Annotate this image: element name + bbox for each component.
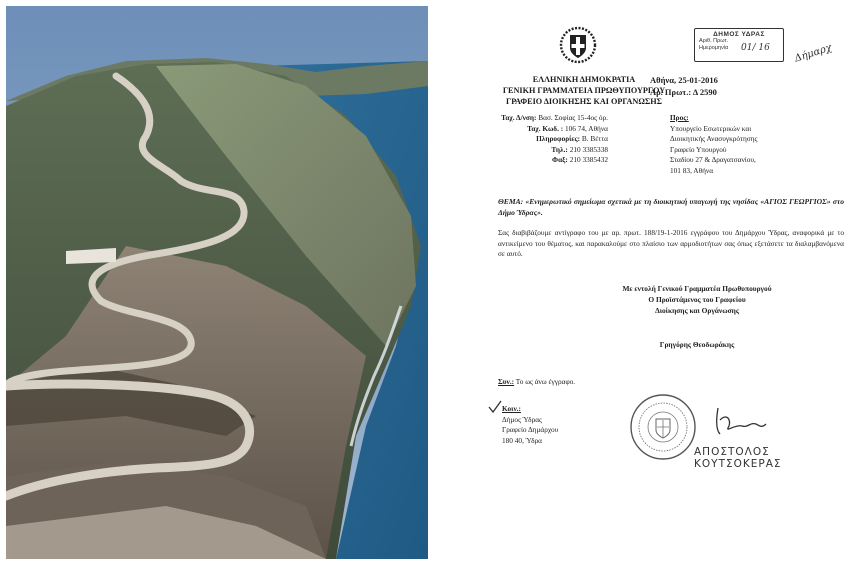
contact-label: Τηλ.:: [551, 144, 568, 154]
copy-block: [502, 404, 558, 446]
contact-value: Βασ. Σοφίας 15-4ος όρ.: [538, 113, 608, 122]
recipient-line: Υπουργείο Εσωτερικών και: [670, 123, 752, 133]
issuer-line-3: ΓΡΑΦΕΙΟ ΔΙΟΙΚΗΣΗΣ ΚΑΙ ΟΡΓΑΝΩΣΗΣ: [506, 97, 662, 106]
date-line: Αθήνα, 25-01-2016: [650, 75, 718, 85]
subject-line: ΘΕΜΑ: «Ενημερωτικό σημείωμα σχετικά με τη διοικητική υπαγωγή της νησίδας «ΑΓΙΟΣ ΓΕΩΡΓΙΟΣ» στο Δήμο Ύδρας».: [498, 197, 844, 217]
coat-of-arms-icon: [559, 26, 597, 64]
issuer-line-1: ΕΛΛΗΝΙΚΗ ΔΗΜΟΚΡΑΤΙΑ: [532, 75, 636, 84]
recipient-line: Γραφείο Υπουργού: [670, 144, 727, 154]
contact-block: [498, 113, 608, 166]
recipient-label: Προς:: [670, 113, 689, 122]
order-line: Ο Προϊστάμενος του Γραφείου: [648, 295, 746, 304]
body-paragraph: Σας διαβιβάζουμε αντίγραφο του με αρ. πρωτ. 188/19-1-2016 εγγράφου του Δημάρχου Ύδρας, αναφορικά με το αντικείμενο του θέματος, και παρακαλούμε στο πλαίσιο των αρμοδιοτήτων σας όπως εξετάσετε τα διαλαμβανόμενα σε αυτό.: [498, 228, 844, 258]
official-letter: [432, 0, 860, 565]
recipient-block: [670, 113, 830, 176]
handwritten-signature-name: ΑΠΟΣΤΟΛΟΣ ΚΟΥΤΣΟΚΕΡΑΣ: [694, 446, 782, 470]
recipient-line: 101 83, Αθήνα: [670, 165, 714, 175]
recipient-line: Διοικητικής Ανασυγκρότησης: [670, 134, 758, 143]
stamp-row-1: Αριθ. Πρωτ.: [699, 38, 729, 44]
signer-name: Γρηγόρης Θεοδωράκης: [659, 340, 735, 349]
checkmark-icon: [488, 400, 502, 414]
contact-label: Φαξ:: [552, 155, 568, 164]
enclosure-label: Συν.:: [498, 377, 515, 386]
stamp-row-2: Ημερομηνία: [699, 45, 729, 51]
enclosure-text: Το ως άνω έγγραφο.: [515, 377, 576, 386]
order-line: Με εντολή Γενικού Γραμματέα Πρωθυπουργού: [622, 284, 772, 293]
contact-label: Πληροφορίες:: [536, 134, 581, 143]
signature-scribble: [710, 402, 770, 442]
stamp-title: ΔΗΜΟΣ ΥΔΡΑΣ: [713, 31, 765, 38]
copy-line: 180 40, Ύδρα: [502, 435, 542, 445]
date-protocol: [650, 74, 718, 98]
contact-value: Β. Βέττα: [581, 134, 608, 143]
aerial-photo: [6, 6, 428, 559]
contact-label: Ταχ. Δ/νση:: [501, 113, 537, 122]
issuer-header: [498, 74, 670, 107]
contact-value: 210 3385432: [569, 155, 608, 164]
enclosure-line: [498, 377, 575, 386]
recipient-line: Σταδίου 27 & Δραγατσανίου,: [670, 155, 756, 164]
margin-note: Δήμαρχ: [793, 42, 834, 65]
contact-value: 210 3385338: [569, 144, 608, 154]
copy-line: Γραφείο Δημάρχου: [502, 425, 559, 434]
contact-label: Ταχ. Κωδ. :: [527, 123, 564, 133]
order-line: Διοίκησης και Οργάνωσης: [655, 306, 739, 315]
copy-label: Κοιν.:: [502, 404, 521, 413]
round-seal-stamp: [628, 392, 698, 462]
stamp-handwriting: 01/ 16: [741, 43, 770, 53]
issuer-line-2: ΓΕΝΙΚΗ ΓΡΑΜΜΑΤΕΙΑ ΠΡΩΘΥΠΟΥΡΓΟΥ: [502, 86, 666, 95]
copy-line: Δήμος Ύδρας: [502, 414, 542, 424]
contact-value: 106 74, Αθήνα: [564, 123, 608, 133]
protocol-line: Αρ. Πρωτ.: Δ 2590: [650, 87, 717, 97]
receipt-stamp: [694, 28, 784, 62]
order-block: [552, 283, 842, 316]
